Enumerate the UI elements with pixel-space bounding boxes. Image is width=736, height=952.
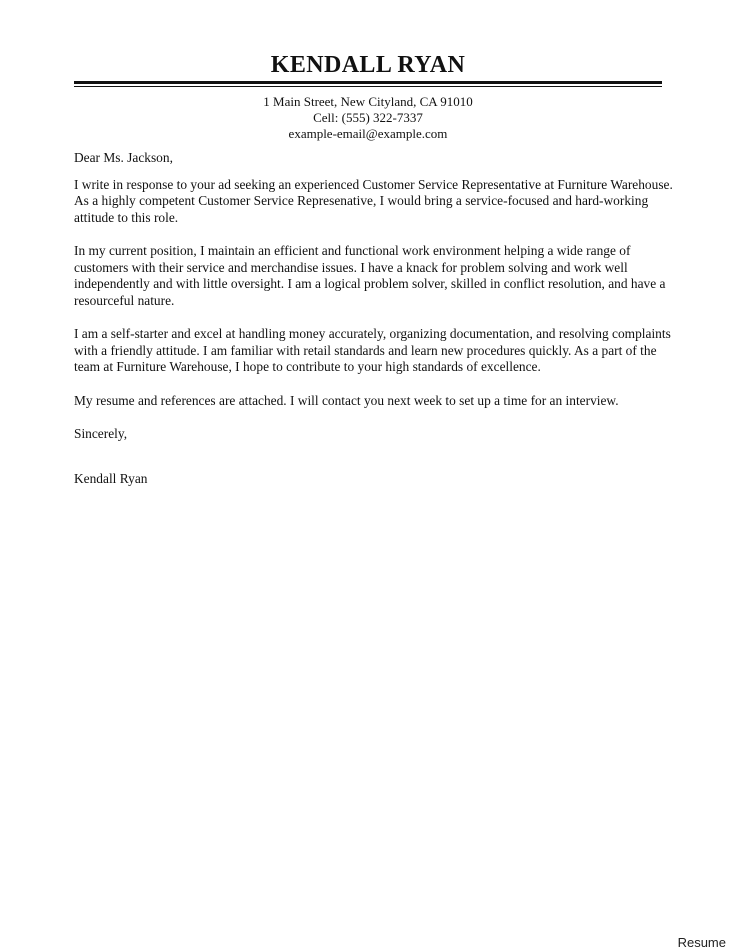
- letter-paragraph-1: I write in response to your ad seeking an experienced Customer Service Representative at Furniture Warehouse. As a highly competent Customer Service Represenative, I would bring a service-focused and hard-working attitude to this role.: [74, 176, 673, 225]
- letter-body: [74, 150, 674, 443]
- letter-paragraph-2: In my current position, I maintain an efficient and functional work environment helping a wide range of customers with their service and merchandise issues. I have a knack for problem solving and work well independently and with little oversight. I am a logical problem solver, skilled in conflict resolution, and have a resourceful nature.: [74, 243, 666, 308]
- contact-block: [0, 94, 736, 142]
- letter-closing: Sincerely,: [74, 426, 128, 441]
- letter-signature: Kendall Ryan: [74, 471, 148, 486]
- header-divider-thin: [74, 86, 662, 87]
- contact-phone: Cell: (555) 322-7337: [313, 110, 423, 125]
- header-divider-thick: [74, 81, 662, 84]
- letter-paragraph-3: I am a self-starter and excel at handling money accurately, organizing documentation, and resolving complaints with a friendly attitude. I am familiar with retail standards and learn new procedures quickly. As a part of the team at Furniture Warehouse, I hope to contribute to your high standards of excellence.: [74, 326, 671, 374]
- applicant-name: KENDALL RYAN: [270, 52, 466, 78]
- contact-address: 1 Main Street, New Cityland, CA 91010: [263, 94, 473, 109]
- letter-paragraph-4: My resume and references are attached. I will contact you next week to set up a time for an interview.: [74, 392, 619, 408]
- contact-email: example-email@example.com: [288, 126, 448, 141]
- letter-salutation: Dear Ms. Jackson,: [74, 150, 173, 165]
- resume-watermark-label: Resume: [677, 935, 726, 950]
